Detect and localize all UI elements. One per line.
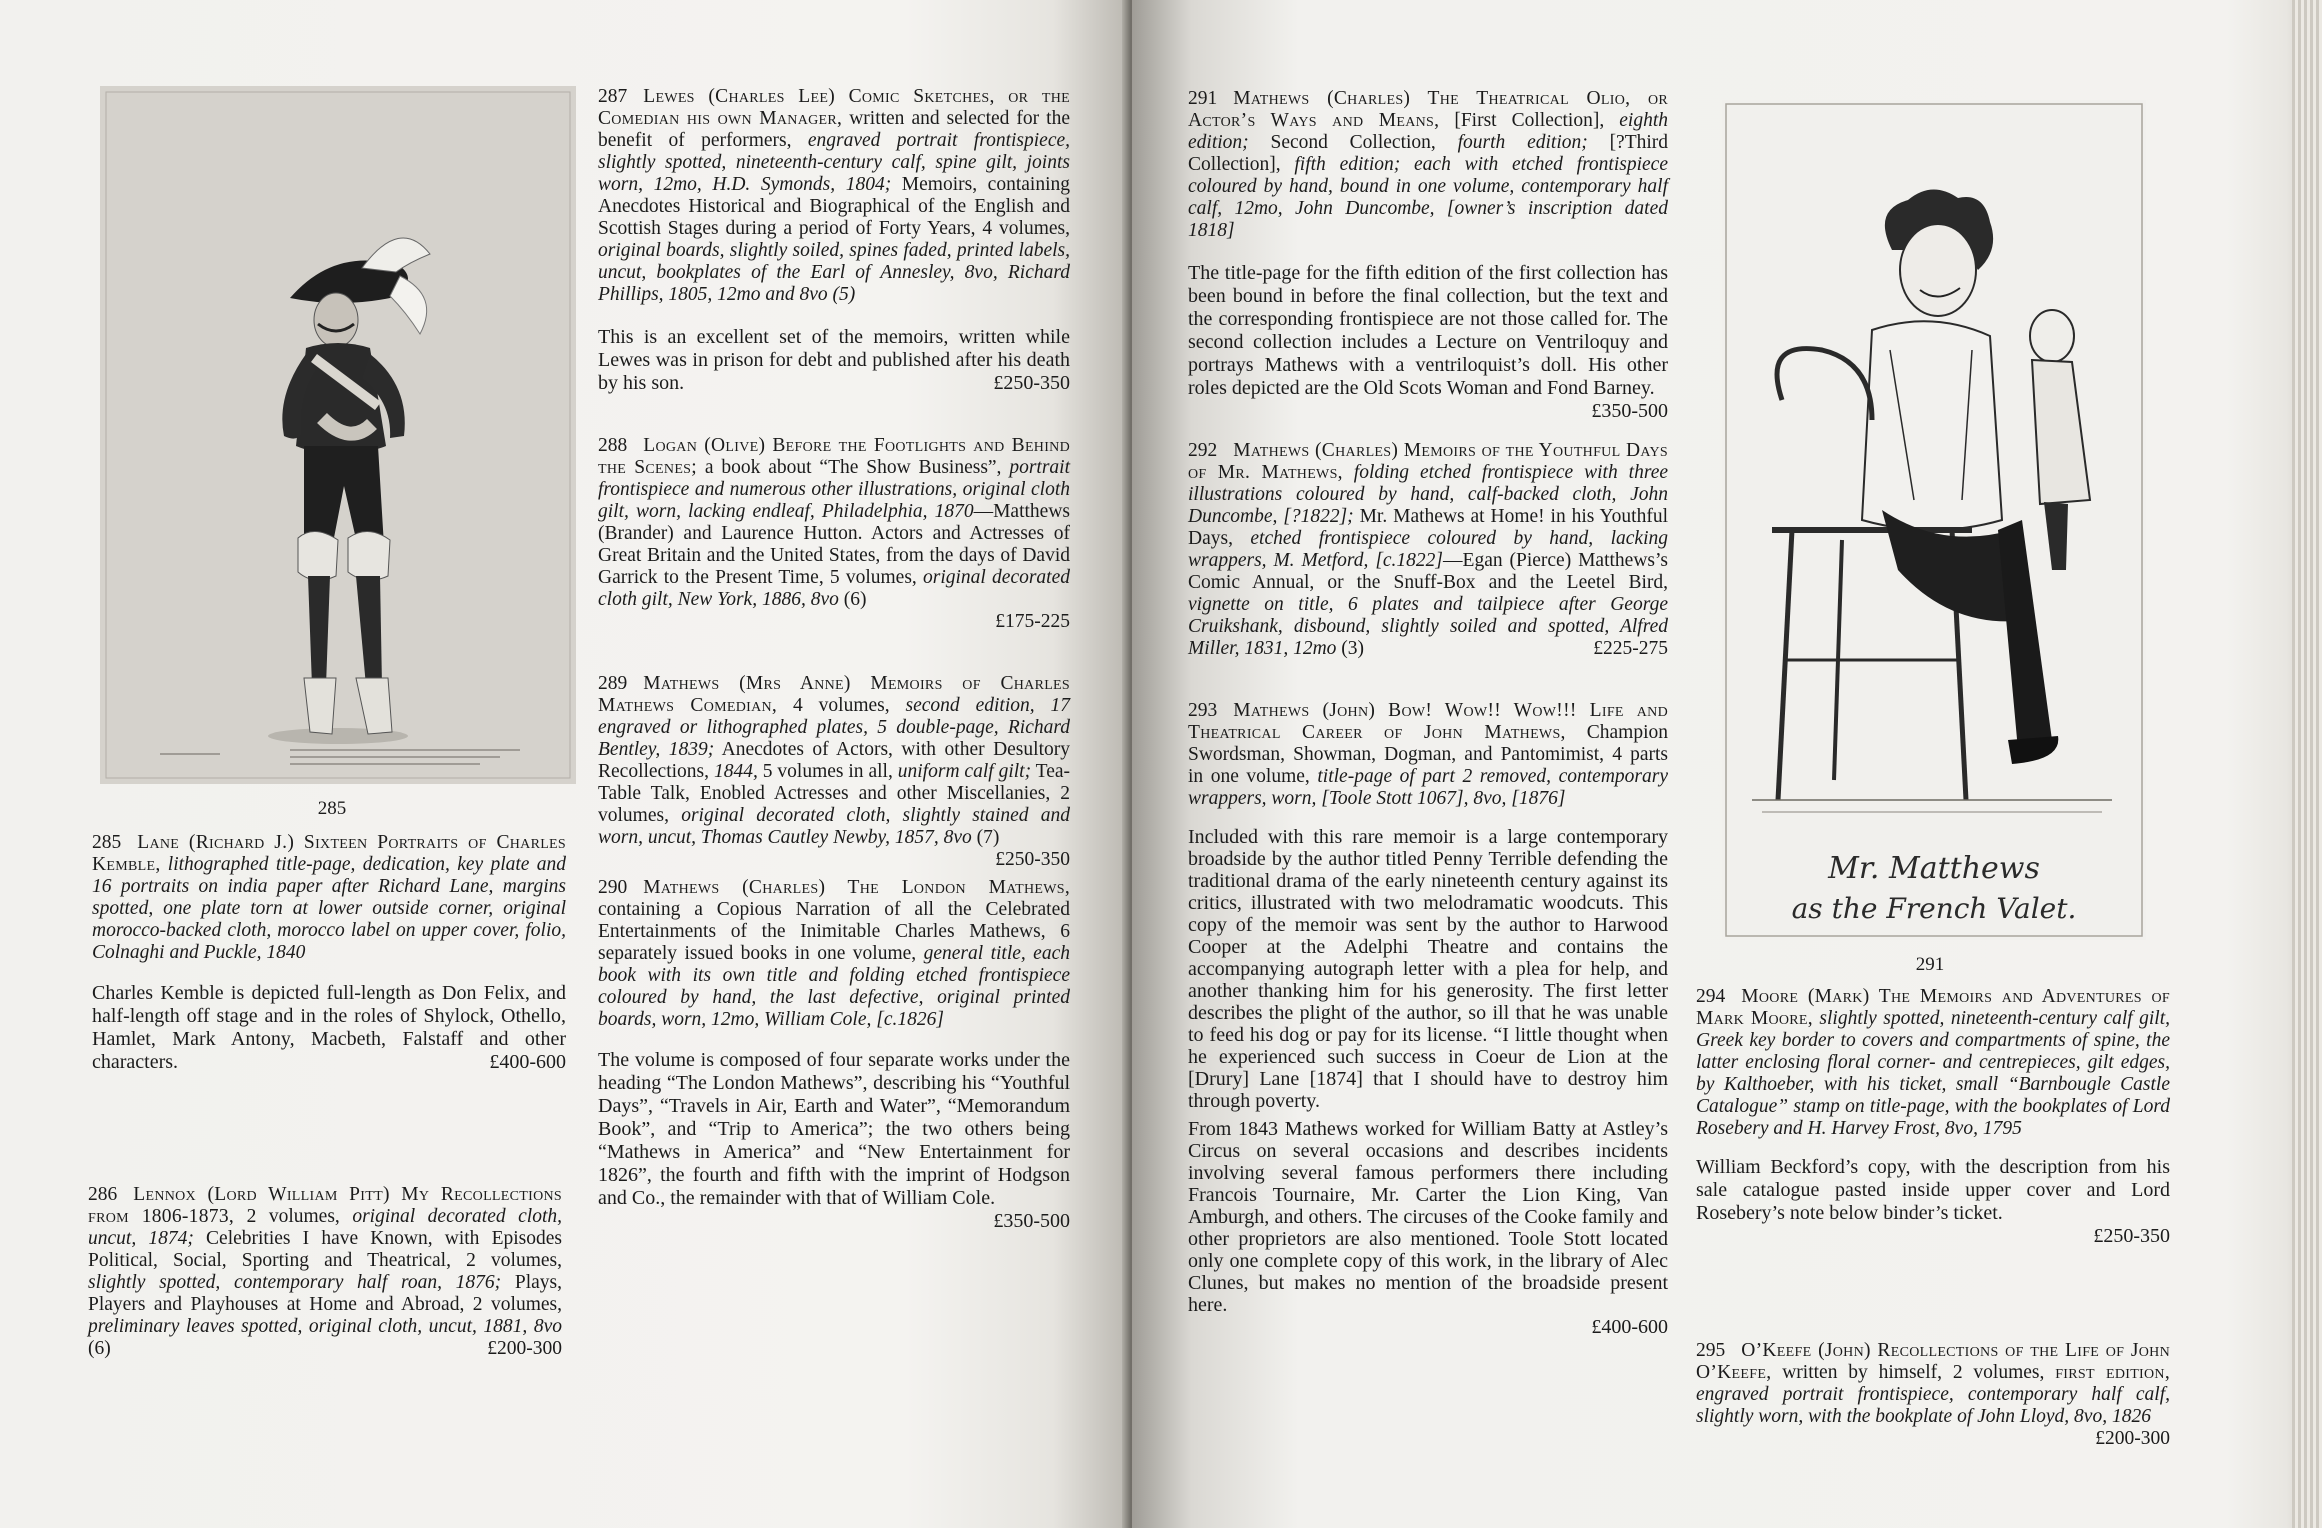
- lot-description: general title, each book with its own title and folding etched frontispiece coloured by hand, the last defective, original printed boards, worn, 12mo, William Cole, [c.1826]: [598, 943, 1070, 1030]
- lot-text: Second Collection,: [1270, 132, 1436, 153]
- lot-text: Anecdotes of Actors, with other Desultory Recollections,: [598, 739, 1070, 782]
- lot-291: [1188, 88, 1668, 242]
- lot-note-title: Penny Terrible: [1432, 848, 1552, 870]
- lot-description: preliminary leaves spotted, original cloth, uncut, 1881, 8vo: [88, 1316, 562, 1337]
- mathews-french-valet-illustration: [1722, 100, 2146, 940]
- lot-text: written and selected for the benefit of performers,: [598, 108, 1070, 151]
- lot-heading: Mathews (Charles) Memoirs of the Youthful Days of Mr. Mathews,: [1188, 440, 1668, 483]
- lot-estimate: £350-500: [993, 1210, 1070, 1232]
- lot-text: 4 volumes,: [793, 695, 890, 716]
- left-page: [0, 0, 1132, 1528]
- lot-text: containing a Copious Narration of all the Celebrated Entertainments of the Inimitable Charles Mathews, 6 separately issued books in one volume,: [598, 899, 1070, 964]
- lot-estimate: £175-225: [995, 611, 1070, 632]
- lot-290: [598, 877, 1070, 1031]
- lot-294: [1696, 986, 2170, 1270]
- lot-text: —Egan (Pierce) Matthews’s Comic Annual, or the Snuff-Box and the Leetel Bird,: [1188, 550, 1668, 593]
- lot-number: 293: [1188, 700, 1218, 721]
- lot-287: [598, 86, 1070, 306]
- lot-count: (5): [832, 284, 856, 305]
- lot-text: Plays, Players and Playhouses at Home and Abroad, 2 volumes,: [88, 1272, 562, 1315]
- lot-note: This is an excellent set of the memoirs, written while Lewes was in prison for debt and published after his death by his son.: [598, 326, 1070, 394]
- lot-note: From 1843 Mathews worked for William Batty at Astley’s Circus on several occasions and describes incidents involving several famous performers there including Francois Tournaire, Mr. Carter the Lion King, Van Amburgh, and others. The circuses of the Cooke family and other proprietors are also mentioned. Toole Stott located only one complete copy of this work, in the library of Alec Clunes, but makes no mention of the broadside present here.: [1188, 1118, 1668, 1316]
- lot-heading: Mathews (Mrs Anne) Memoirs of Charles Mathews Comedian,: [598, 673, 1070, 716]
- lot-description: slightly spotted, nineteenth-century calf gilt, Greek key border to covers and compartments of spine, the latter enclosing floral corner- and centrepieces, gilt edges, by Kalthoeber, with his ticket, small “Barnbougle Castle Catalogue” stamp on title-page, with the bookplates of Lord Rosebery and H. Harvey Frost, 8vo, 1795: [1696, 1008, 2171, 1139]
- lot-292: [1188, 440, 1668, 660]
- lot-heading: Mathews (John) Bow! Wow!! Wow!!! Life and Theatrical Career of John Mathews,: [1188, 700, 1668, 743]
- lot-291-note: [1188, 262, 1668, 422]
- right-text-column: [1188, 88, 1668, 1360]
- lot-number: 294: [1696, 986, 1726, 1007]
- plate-script-line1: Mr. Matthews: [1828, 851, 2040, 886]
- lot-295: [1696, 1340, 2170, 1454]
- lot-285: [92, 832, 566, 1096]
- lot-estimate: £225-275: [1593, 638, 1668, 659]
- lot-description: 1844,: [713, 761, 758, 782]
- right-page: [1132, 0, 2322, 1528]
- lot-count: (3): [1341, 638, 1365, 659]
- lot-287-note: [598, 326, 1070, 395]
- lot-description: original decorated cloth, uncut, 1874;: [88, 1206, 563, 1249]
- lot-description: etched frontispiece coloured by hand, lacking wrappers, M. Metford, [c.1822]: [1188, 528, 1669, 571]
- lot-294-note: [1696, 1156, 2170, 1248]
- lot-number: 285: [92, 832, 122, 853]
- lot-text: [?Third Collection],: [1188, 132, 1669, 175]
- lot-heading: O’Keefe (John) Recollections of the Life of John O’Keefe,: [1696, 1340, 2170, 1383]
- plate-caption-291: 291: [1915, 954, 1945, 975]
- lot-text: written by himself, 2 volumes,: [1782, 1362, 2045, 1383]
- lot-description: engraved portrait frontispiece, slightly spotted, nineteenth-century calf, spine gilt, joints worn, 12mo, H.D. Symonds, 1804;: [598, 130, 1071, 195]
- lot-text: a book about “The Show Business”,: [704, 457, 1002, 478]
- lot-number: 287: [598, 86, 628, 107]
- lot-description: uniform calf gilt;: [897, 761, 1032, 782]
- lot-heading: Lewes (Charles Lee) Comic Sketches, or the Comedian his own Manager,: [598, 86, 1070, 129]
- lot-count: (6): [843, 589, 867, 610]
- lot-text: [First Collection],: [1454, 110, 1605, 131]
- lot-290-note: [598, 1049, 1070, 1233]
- lot-note: Included with this rare memoir is a large contemporary broadside by the author titled: [1188, 826, 1668, 870]
- lot-estimate: £250-350: [995, 849, 1070, 870]
- lot-heading: Lane (Richard J.) Sixteen Portraits of Charles Kemble,: [92, 832, 566, 875]
- middle-column: [598, 86, 1070, 1255]
- lot-number: 289: [598, 673, 628, 694]
- lot-text: Champion Swordsman, Showman, Dogman, and Pantomimist, 4 parts in one volume,: [1188, 722, 1668, 787]
- lot-estimate: £350-500: [1591, 400, 1668, 422]
- lot-number: 286: [88, 1184, 118, 1205]
- lot-description: title-page of part 2 removed, contemporary wrappers, worn, [Toole Stott 1067], 8vo, [1876]: [1188, 766, 1668, 809]
- lot-estimate: £250-350: [2093, 1225, 2170, 1247]
- plate-script-line2: as the French Valet.: [1791, 892, 2077, 925]
- lot-description: vignette on title, 6 plates and tailpiece after George Cruikshank, disbound, slightly soiled and spotted, Alfred Miller, 1831, 12mo: [1188, 594, 1668, 659]
- lot-number: 292: [1188, 440, 1218, 461]
- lot-heading: Mathews (Charles) The London Mathews,: [643, 877, 1070, 898]
- mathews-plate-291: [1722, 100, 2146, 940]
- lot-description: eighth edition;: [1188, 110, 1668, 153]
- lot-293-note: [1188, 826, 1668, 1112]
- lot-description: portrait frontispiece and numerous other illustrations, original cloth gilt, worn, lacking endleaf, Philadelphia, 1870: [598, 457, 1070, 522]
- lot-note: The title-page for the fifth edition of the first collection has been bound in before the final collection, but the text and the corresponding frontispiece are not those called for. The second collection includes a Lecture on Ventriloquy and portrays Mathews with a ventriloquist’s doll. His other roles depicted are the Old Scots Woman and Fond Barney.: [1188, 262, 1668, 399]
- lot-288: [598, 435, 1070, 633]
- lot-text: Memoirs, containing Anecdotes Historical and Biographical of the English and Scottish Stages during a period of Forty Years, 4 volumes,: [598, 174, 1070, 239]
- lot-number: 290: [598, 877, 628, 898]
- page-edges: [2292, 0, 2322, 1528]
- lot-heading: Lennox (Lord William Pitt) My Recollections from 1806-1873,: [88, 1184, 562, 1227]
- lot-293: [1188, 700, 1668, 810]
- lot-description: second edition, 17 engraved or lithographed plates, 5 double-page, Richard Bentley, 1839;: [598, 695, 1071, 760]
- lot-289: [598, 673, 1071, 870]
- lot-description: original boards, slightly soiled, spines faded, printed labels, uncut, bookplates of the Earl of Annesley, 8vo, Richard Phillips, 1805, 12mo and 8vo: [598, 240, 1070, 305]
- lot-text: —Matthews (Brander) and Laurence Hutton. Actors and Actresses of Great Britain and the United States, from the days of David Garrick to the Present Time, 5 volumes,: [598, 501, 1070, 588]
- lot-count: (7): [976, 827, 1000, 848]
- lot-count: (6): [88, 1338, 111, 1359]
- lot-note: Charles Kemble is depicted full-length as Don Felix, and half-length off stage and in the roles of Shylock, Othello, Hamlet, Mark Antony, Macbeth, Falstaff and other characters.: [92, 982, 566, 1073]
- portrait-plate-285: [100, 86, 576, 784]
- lot-description: lithographed title-page, dedication, key plate and 16 portraits on india paper after Richard Lane, margins spotted, one plate torn at lower outside corner, original morocco-backed cloth, morocco label on upper cover, folio, Colnaghi and Puckle, 1840: [92, 854, 566, 963]
- lot-number: 291: [1188, 88, 1218, 109]
- lot-description: slightly spotted, contemporary half roan, 1876;: [88, 1272, 502, 1293]
- lot-number: 295: [1696, 1340, 1726, 1361]
- plate-caption-285: 285: [317, 798, 347, 819]
- lot-286: [88, 1184, 562, 1386]
- lot-293-note-2: [1188, 1118, 1668, 1338]
- lot-note: defending the traditional drama of the early nineteenth century against its critics, illustrated with two melodramatic woodcuts. This copy of the memoir was sent by the author to Harwood Cooper at the Adelphi Theatre and contains the accompanying autograph letter with a plea for help, and another thanking him for his generosity. The first letter describes the plight of the author, so ill that he was unable to feed his dog or pay for its license. “I little thought when he experienced such success in Coeur de Lion at the [Drury] Lane [1874] that I should have to destroy him through poverty.: [1188, 848, 1669, 1112]
- lot-description: folding etched frontispiece with three illustrations coloured by hand, calf-backed cloth, John Duncombe, [?1822];: [1188, 462, 1669, 527]
- lot-heading: Mathews (Charles) The Theatrical Olio, or Actor’s Ways and Means,: [1188, 88, 1668, 131]
- lot-heading: Logan (Olive) Before the Footlights and Behind the Scenes;: [598, 435, 1070, 478]
- lot-number: 288: [598, 435, 628, 456]
- lot-description: engraved portrait frontispiece, contemporary half calf, slightly worn, with the bookplate of John Lloyd, 8vo, 1826: [1696, 1384, 2170, 1427]
- lot-estimate: £250-350: [993, 372, 1070, 394]
- kemble-portrait-illustration: [100, 86, 576, 784]
- lot-description: fifth edition; each with etched frontispiece coloured by hand, bound in one volume, contemporary half calf, 12mo, John Duncombe, [owner’s inscription dated 1818]: [1188, 154, 1668, 241]
- lot-estimate: £200-300: [487, 1338, 562, 1359]
- lot-text: 5 volumes in all,: [762, 761, 893, 782]
- lot-text: Tea-Table Talk, Enobled Actresses and other Miscellanies, 2 volumes,: [598, 761, 1071, 826]
- lot-estimate: £200-300: [2095, 1428, 2170, 1449]
- lot-heading: Moore (Mark) The Memoirs and Adventures of Mark Moore,: [1696, 986, 2170, 1029]
- lot-text: Celebrities I have Known, with Episodes Political, Social, Sporting and Theatrical, 2 volumes,: [88, 1228, 562, 1271]
- lot-description: original decorated cloth gilt, New York, 1886, 8vo: [598, 567, 1071, 610]
- lot-text: Mr. Mathews at Home! in his Youthful Days,: [1188, 506, 1669, 549]
- lot-description: original decorated cloth, slightly stained and worn, uncut, Thomas Cautley Newby, 1857, 8vo: [598, 805, 1070, 848]
- lot-estimate: £400-600: [489, 1051, 566, 1073]
- lot-estimate: £400-600: [1591, 1316, 1668, 1338]
- lot-note: The volume is composed of four separate works under the heading “The London Mathews”, describing his “Youthful Days”, “Travels in Air, Earth and Water”, “Memorandum Book”, and “Trip to America”; the two others being “Mathews in America” and “New Entertainment for 1826”, the fourth and fifth with the imprint of Hodgson and Co., the remainder with that of William Cole.: [598, 1049, 1070, 1209]
- lot-edition: first edition,: [2055, 1362, 2171, 1383]
- lot-note: William Beckford’s copy, with the description from his sale catalogue pasted inside upper cover and Lord Rosebery’s note below binder’s ticket.: [1696, 1156, 2170, 1224]
- lot-text: 2 volumes,: [246, 1206, 340, 1227]
- lot-description: fourth edition;: [1457, 132, 1588, 153]
